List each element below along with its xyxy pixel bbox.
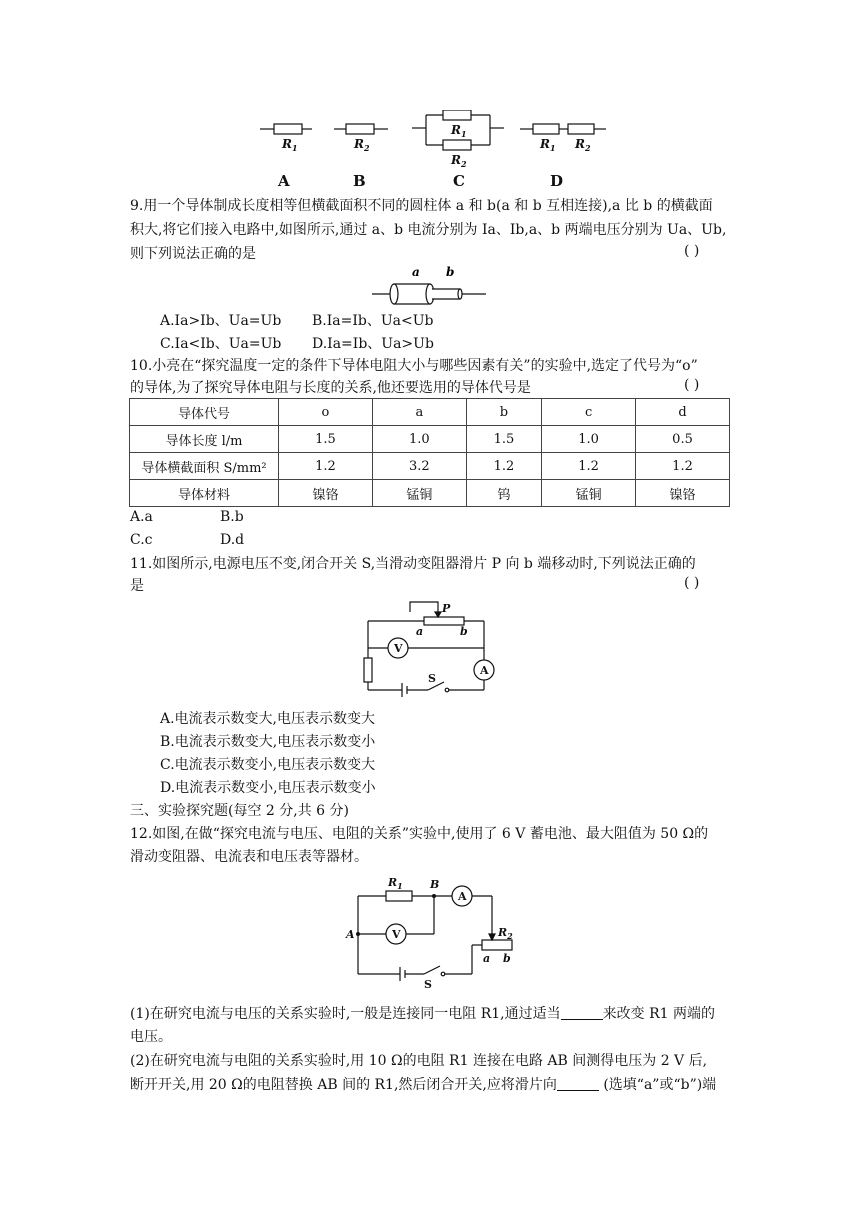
q10-option-c[interactable]: C.c (130, 532, 153, 548)
q9-fig-label-a: a (412, 266, 420, 279)
answer-blank-2[interactable] (557, 1076, 599, 1091)
table-cell: 锰铜 (542, 480, 636, 507)
table-cell: 1.5 (279, 426, 373, 453)
q10-stem-line2: 的导体,为了探究导体电阻与长度的关系,他还要选用的导体代号是 (130, 380, 531, 396)
option-label-d: D (550, 172, 564, 190)
table-cell: 镍铬 (279, 480, 373, 507)
q11-option-a[interactable]: A.电流表示数变大,电压表示数变大 (160, 711, 376, 727)
table-row (130, 453, 730, 480)
q9-stem-line1: 9.用一个导体制成长度相等但横截面积不同的圆柱体 a 和 b(a 和 b 互相连接),a 比 b 的横截面 (130, 198, 713, 214)
voltmeter-symbol: V (394, 642, 403, 655)
q12-label-r1: $R_1$ (388, 876, 403, 891)
table-cell: 1.5 (466, 426, 541, 453)
q11-label-b: b (460, 625, 468, 638)
q12-label-node-a: A (346, 928, 355, 941)
q12-part1-line2: 电压。 (130, 1029, 172, 1045)
table-cell: 导体长度 l/m (130, 426, 279, 453)
q11-label-a: a (416, 625, 424, 638)
q12-part1-text: (1)在研究电流与电压的关系实验时,一般是连接同一电阻 R1,通过适当 (130, 1006, 561, 1022)
table-cell: 0.5 (636, 426, 730, 453)
q11-option-c[interactable]: C.电流表示数变小,电压表示数变大 (160, 757, 376, 773)
q9-option-b[interactable]: B.Ia=Ib、Ua<Ub (312, 313, 434, 329)
q12-label-a: a (483, 952, 491, 965)
table-cell: 1.2 (636, 453, 730, 480)
table-row (130, 480, 730, 507)
q10-option-b[interactable]: B.b (220, 509, 244, 525)
table-cell: 1.0 (372, 426, 466, 453)
table-cell: 1.2 (542, 453, 636, 480)
q10-answer-paren: ( ) (684, 377, 700, 393)
q11-answer-paren: ( ) (684, 575, 700, 591)
q12-part1-text-post: 来改变 R1 两端的 (602, 1006, 715, 1022)
ammeter-symbol: A (458, 890, 467, 903)
table-cell: 镍铬 (636, 480, 730, 507)
q11-stem-line2: 是 (130, 578, 144, 594)
table-cell: 1.0 (542, 426, 636, 453)
table-cell: 1.2 (466, 453, 541, 480)
q11-option-d[interactable]: D.电流表示数变小,电压表示数变小 (160, 780, 376, 796)
q9-stem-line2: 积大,将它们接入电路中,如图所示,通过 a、b 电流分别为 Ia、Ib,a、b 两端电压分别为 Ua、Ub, (130, 222, 727, 238)
q9-fig-label-b: b (446, 266, 455, 279)
table-cell: 导体代号 (130, 399, 279, 426)
label-r2-c: $R_2$ (451, 153, 467, 169)
q9-option-a[interactable]: A.Ia>Ib、Ua=Ub (160, 313, 282, 329)
resistor-options-figure (250, 110, 610, 192)
q9-conductor-figure (370, 266, 490, 310)
table-cell: 1.2 (279, 453, 373, 480)
q12-label-b: b (503, 952, 511, 965)
option-label-a: A (278, 172, 290, 190)
q12-part2-text-post: (选填“a”或“b”)端 (598, 1077, 717, 1093)
q10-option-d[interactable]: D.d (220, 532, 245, 548)
table-cell: o (279, 399, 373, 426)
q12-stem-line2: 滑动变阻器、电流表和电压表等器材。 (130, 849, 368, 865)
table-cell: 钨 (466, 480, 541, 507)
q9-option-d[interactable]: D.Ia=Ib、Ua>Ub (312, 336, 434, 352)
q12-part1-line1 (130, 1003, 730, 1025)
label-r1-c: $R_1$ (451, 123, 467, 139)
q12-switch-label: S (424, 978, 432, 991)
q11-stem-line1: 11.如图所示,电源电压不变,闭合开关 S,当滑动变阻器滑片 P 向 b 端移动时,下列说法正确的 (130, 556, 696, 572)
q11-switch-label: S (428, 672, 436, 685)
q11-option-b[interactable]: B.电流表示数变大,电压表示数变小 (160, 734, 376, 750)
q12-label-node-b: B (430, 878, 440, 891)
q12-label-r2: $R_2$ (498, 926, 513, 941)
q9-option-c[interactable]: C.Ia<Ib、Ua=Ub (160, 336, 282, 352)
q9-stem-line3: 则下列说法正确的是 (130, 246, 256, 262)
q12-part2-text: 断开开关,用 20 Ω的电阻替换 AB 间的 R1,然后闭合开关,应将滑片向 (130, 1077, 557, 1093)
q11-circuit-diagram (358, 598, 498, 700)
table-cell: b (466, 399, 541, 426)
q10-stem-line1: 10.小亮在“探究温度一定的条件下导体电阻大小与哪些因素有关”的实验中,选定了代号为“o” (130, 358, 698, 374)
ammeter-symbol: A (480, 664, 489, 677)
q11-label-p: P (442, 602, 451, 615)
table-cell: 导体材料 (130, 480, 279, 507)
option-label-b: B (353, 172, 366, 190)
answer-blank-1[interactable] (561, 1005, 603, 1020)
label-r1-a: $R_1$ (282, 137, 298, 153)
table-cell: a (372, 399, 466, 426)
option-label-c: C (453, 172, 465, 190)
label-r2-d: $R_2$ (575, 137, 591, 153)
table-row (130, 399, 730, 426)
table-cell: d (636, 399, 730, 426)
table-cell: 锰铜 (372, 480, 466, 507)
table-row (130, 426, 730, 453)
label-r1-d: $R_1$ (540, 137, 556, 153)
q9-answer-paren: ( ) (684, 243, 700, 259)
q10-option-a[interactable]: A.a (130, 509, 153, 525)
table-cell: c (542, 399, 636, 426)
section-title: 三、实验探究题(每空 2 分,共 6 分) (130, 803, 349, 819)
table-cell: 导体横截面积 S/mm² (130, 453, 279, 480)
voltmeter-symbol: V (392, 928, 401, 941)
q12-stem-line1: 12.如图,在做“探究电流与电压、电阻的关系”实验中,使用了 6 V 蓄电池、最大阻值为 50 Ω的 (130, 826, 709, 842)
q12-part2-line1: (2)在研究电流与电阻的关系实验时,用 10 Ω的电阻 R1 连接在电路 AB 间测得电压为 2 V 后, (130, 1053, 708, 1069)
conductor-table (129, 398, 730, 507)
q12-part2-line2 (130, 1074, 730, 1096)
label-r2-b: $R_2$ (354, 137, 370, 153)
table-cell: 3.2 (372, 453, 466, 480)
q12-circuit-diagram (344, 874, 524, 992)
